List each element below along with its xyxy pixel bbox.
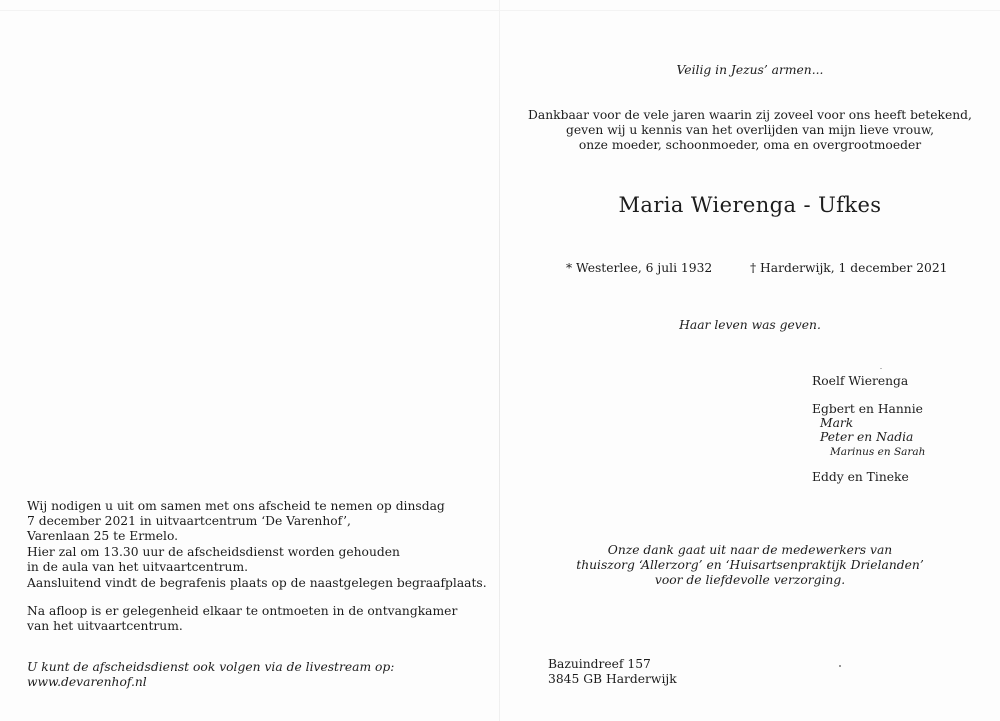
motto: Veilig in Jezus’ armen... xyxy=(676,63,824,77)
service-text xyxy=(27,545,400,575)
announcement-line: onze moeder, schoonmoeder, oma en overgrootmoeder xyxy=(578,138,922,152)
life-quote: Haar leven was geven. xyxy=(679,318,821,332)
birth-info: * Westerlee, 6 juli 1932 xyxy=(566,261,713,275)
address-line: Bazuindreef 157 xyxy=(548,657,651,671)
reception-line: van het uitvaartcentrum. xyxy=(27,619,183,633)
invitation-line: Wij nodigen u uit om samen met ons afscheid te nemen op dinsdag xyxy=(27,499,445,513)
paper-speck xyxy=(839,665,841,667)
deceased-name: Maria Wierenga - Ufkes xyxy=(618,193,882,217)
invitation-line: Varenlaan 25 te Ermelo. xyxy=(27,529,179,543)
correspondence-address xyxy=(548,657,677,687)
family-grandchild: Mark xyxy=(820,416,854,430)
burial-text: Aansluitend vindt de begrafenis plaats op de naastgelegen begraafplaats. xyxy=(27,576,487,590)
family-great-grandchildren: Marinus en Sarah xyxy=(830,446,926,458)
thanks-line: voor de liefdevolle verzorging. xyxy=(654,573,846,587)
thanks-line: Onze dank gaat uit naar de medewerkers van xyxy=(607,543,893,557)
reception-text xyxy=(27,604,457,634)
family-child-couple-2: Eddy en Tineke xyxy=(812,470,909,484)
left-page xyxy=(0,0,499,721)
family-husband: Roelf Wierenga xyxy=(812,374,909,388)
address-line: 3845 GB Harderwijk xyxy=(548,672,677,686)
livestream-text xyxy=(27,660,394,690)
service-line: Hier zal om 13.30 uur de afscheidsdienst worden gehouden xyxy=(27,545,400,559)
right-page xyxy=(500,0,1000,721)
family-child-couple: Egbert en Hannie xyxy=(812,402,923,416)
livestream-line: U kunt de afscheidsdienst ook volgen via de livestream op: xyxy=(27,660,395,674)
announcement-line: geven wij u kennis van het overlijden van mijn lieve vrouw, xyxy=(566,123,934,137)
thanks-text xyxy=(500,543,1000,588)
service-line: in de aula van het uitvaartcentrum. xyxy=(27,560,249,574)
reception-line: Na afloop is er gelegenheid elkaar te ontmoeten in de ontvangkamer xyxy=(27,604,458,618)
livestream-link[interactable]: www.devarenhof.nl xyxy=(27,675,147,689)
invitation-text xyxy=(27,499,445,544)
announcement-text xyxy=(500,108,1000,153)
family-grandchild-couple: Peter en Nadia xyxy=(820,430,914,444)
paper-speck xyxy=(880,368,882,369)
invitation-line: 7 december 2021 in uitvaartcentrum ‘De Varenhof’, xyxy=(27,514,351,528)
announcement-line: Dankbaar voor de vele jaren waarin zij zoveel voor ons heeft betekend, xyxy=(528,108,972,122)
thanks-line: thuiszorg ‘Allerzorg’ en ‘Huisartsenpraktijk Drielanden’ xyxy=(576,558,924,572)
death-info: † Harderwijk, 1 december 2021 xyxy=(750,261,948,275)
